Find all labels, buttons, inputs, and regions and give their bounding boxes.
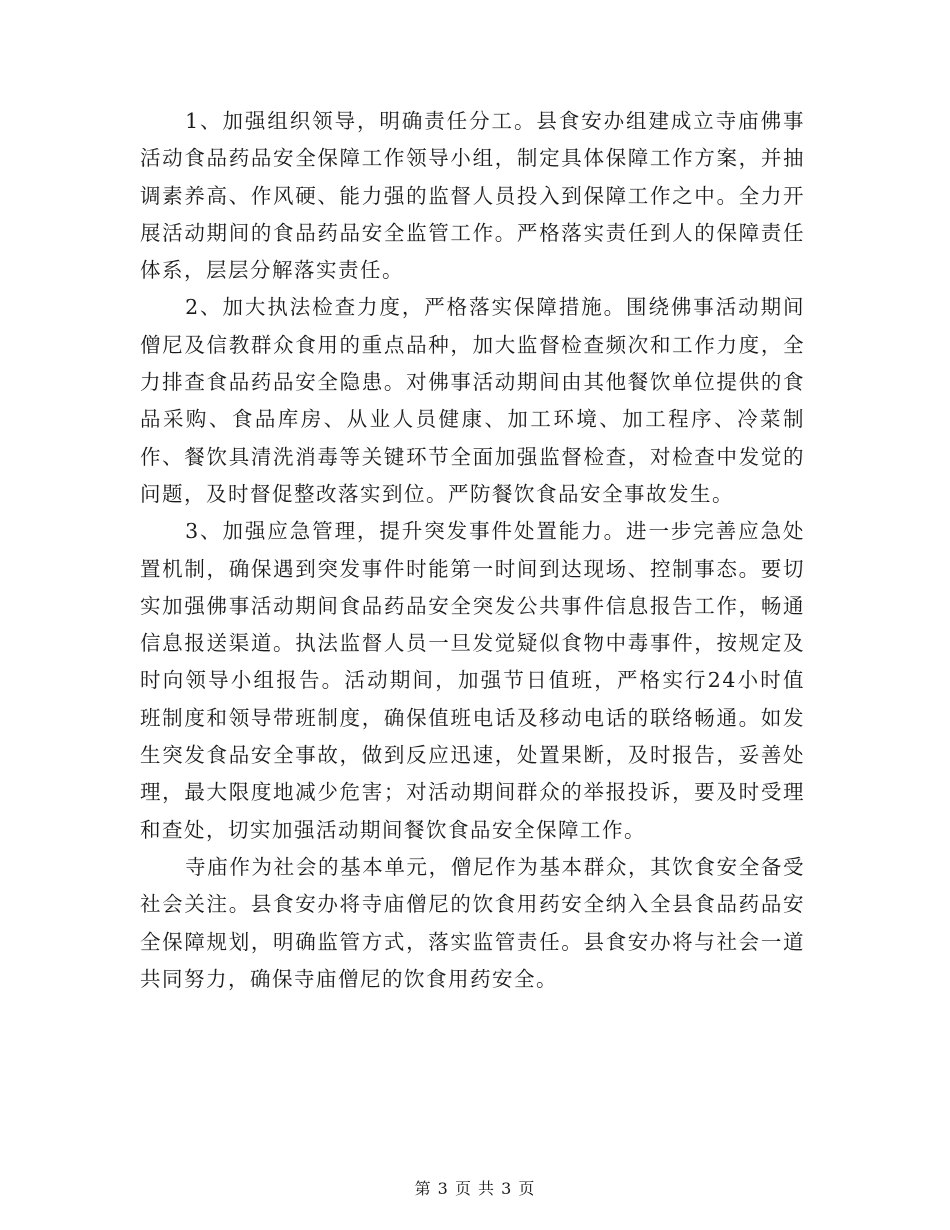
paragraph-organization-leadership: 1、加强组织领导，明确责任分工。县食安办组建成立寺庙佛事活动食品药品安全保障工作领导小组，制定具体保障工作方案，并抽调素养高、作风硬、能力强的监督人员投入到保障工作之中。全力开展活动期间的食品药品安全监管工作。严格落实责任到人的保障责任体系，层层分解落实责任。 — [140, 109, 805, 283]
document-body — [140, 103, 805, 998]
page-number-footer: 第 3 页 共 3 页 — [414, 1179, 536, 1198]
paragraph-law-enforcement-inspection: 2、加大执法检查力度，严格落实保障措施。围绕佛事活动期间僧尼及信教群众食用的重点品种，加大监督检查频次和工作力度，全力排查食品药品安全隐患。对佛事活动期间由其他餐饮单位提供的食品采购、食品库房、从业人员健康、加工环境、加工程序、冷菜制作、餐饮具清洗消毒等关键环节全面加强监督检查，对检查中发觉的问题，及时督促整改落实到位。严防餐饮食品安全事故发生。 — [140, 295, 805, 506]
paragraph-emergency-management: 3、加强应急管理，提升突发事件处置能力。进一步完善应急处置机制，确保遇到突发事件时能第一时间到达现场、控制事态。要切实加强佛事活动期间食品药品安全突发公共事件信息报告工作，畅通信息报送渠道。执法监督人员一旦发觉疑似食物中毒事件，按规定及时向领导小组报告。活动期间，加强节日值班，严格实行24小时值班制度和领导带班制度，确保值班电话及移动电话的联络畅通。如发生突发食品安全事故，做到反应迅速，处置果断，及时报告，妥善处理，最大限度地减少危害；对活动期间群众的举报投诉，要及时受理和查处，切实加强活动期间餐饮食品安全保障工作。 — [140, 519, 805, 842]
paragraph-conclusion: 寺庙作为社会的基本单元，僧尼作为基本群众，其饮食安全备受社会关注。县食安办将寺庙僧尼的饮食用药安全纳入全县食品药品安全保障规划，明确监管方式，落实监管责任。县食安办将与社会一道共同努力，确保寺庙僧尼的饮食用药安全。 — [140, 854, 805, 991]
